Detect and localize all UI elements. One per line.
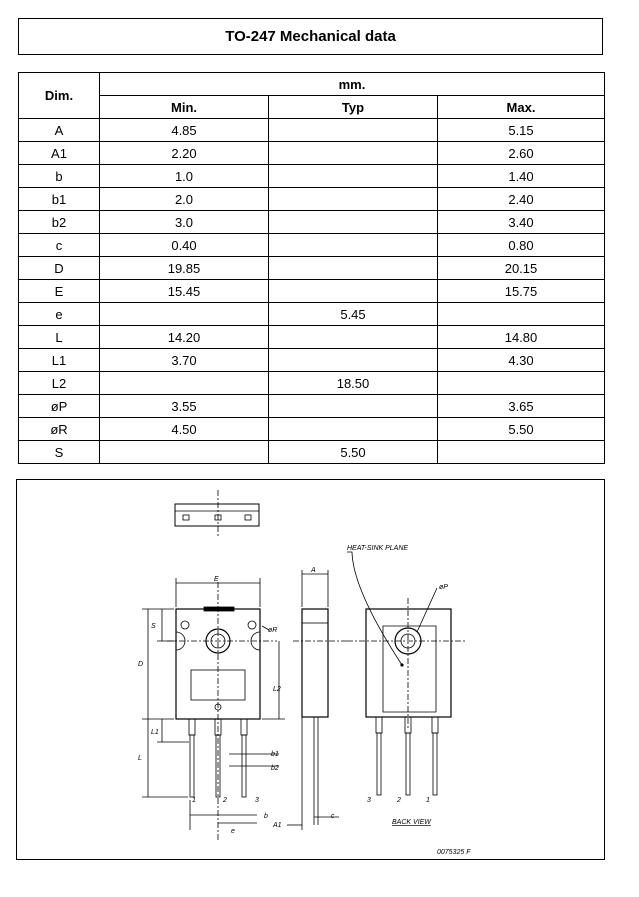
cell-typ: 5.45 — [269, 303, 438, 326]
table-row — [19, 303, 605, 326]
cell-dim: L — [19, 326, 100, 349]
table-row — [19, 395, 605, 418]
back-pin-2-label: 2 — [397, 797, 401, 804]
mechanical-data-table — [18, 72, 605, 464]
cell-typ — [269, 234, 438, 257]
label-b: b — [264, 813, 268, 820]
label-e-pitch: e — [231, 828, 235, 835]
cell-max: 14.80 — [438, 326, 605, 349]
label-c: c — [331, 813, 335, 820]
table-row — [19, 234, 605, 257]
table-row — [19, 165, 605, 188]
cell-min — [100, 441, 269, 464]
cell-max: 5.50 — [438, 418, 605, 441]
cell-min: 1.0 — [100, 165, 269, 188]
page-title: TO-247 Mechanical data — [18, 18, 603, 55]
label-d: D — [138, 661, 144, 668]
cell-dim: b1 — [19, 188, 100, 211]
cell-max: 5.15 — [438, 119, 605, 142]
cell-dim: e — [19, 303, 100, 326]
cell-dim: E — [19, 280, 100, 303]
cell-dim: c — [19, 234, 100, 257]
cell-min: 4.85 — [100, 119, 269, 142]
col-min-header: Min. — [100, 96, 269, 119]
cell-dim: S — [19, 441, 100, 464]
cell-dim: L2 — [19, 372, 100, 395]
table-row — [19, 142, 605, 165]
side-view — [287, 570, 347, 830]
cell-min — [100, 303, 269, 326]
cell-max: 2.60 — [438, 142, 605, 165]
label-b1: b1 — [271, 751, 279, 758]
top-view — [175, 490, 259, 536]
pin-2-label: 2 — [223, 797, 227, 804]
cell-typ — [269, 280, 438, 303]
package-drawing — [16, 479, 605, 860]
cell-typ — [269, 326, 438, 349]
cell-max: 2.40 — [438, 188, 605, 211]
cell-min: 19.85 — [100, 257, 269, 280]
label-b2: b2 — [271, 765, 279, 772]
cell-min: 15.45 — [100, 280, 269, 303]
label-l2: L2 — [273, 686, 281, 693]
label-e-width: E — [214, 576, 219, 583]
cell-typ: 5.50 — [269, 441, 438, 464]
cell-min: 14.20 — [100, 326, 269, 349]
cell-typ — [269, 418, 438, 441]
label-a: A — [311, 567, 316, 574]
table-row — [19, 211, 605, 234]
cell-dim: b — [19, 165, 100, 188]
label-r: øR — [268, 627, 278, 634]
label-a1: A1 — [273, 822, 282, 829]
table-row — [19, 441, 605, 464]
cell-dim: A1 — [19, 142, 100, 165]
cell-typ — [269, 349, 438, 372]
cell-dim: øR — [19, 418, 100, 441]
heat-sink-plane-label: HEAT-SINK PLANE — [347, 545, 409, 552]
cell-dim: D — [19, 257, 100, 280]
back-view-label: BACK VIEW — [392, 819, 431, 826]
cell-typ — [269, 119, 438, 142]
table-row — [19, 280, 605, 303]
cell-min: 2.0 — [100, 188, 269, 211]
back-pin-3-label: 3 — [367, 797, 371, 804]
cell-max — [438, 441, 605, 464]
table-row — [19, 418, 605, 441]
cell-max — [438, 303, 605, 326]
table-row — [19, 326, 605, 349]
cell-typ — [269, 188, 438, 211]
table-row — [19, 349, 605, 372]
dim-header: Dim. — [19, 73, 100, 119]
cell-max: 20.15 — [438, 257, 605, 280]
cell-dim: øP — [19, 395, 100, 418]
cell-max: 3.40 — [438, 211, 605, 234]
cell-min: 3.70 — [100, 349, 269, 372]
cell-dim: A — [19, 119, 100, 142]
cell-max: 3.65 — [438, 395, 605, 418]
label-s: S — [151, 623, 156, 630]
cell-min: 3.0 — [100, 211, 269, 234]
cell-min — [100, 372, 269, 395]
table-row — [19, 119, 605, 142]
cell-min: 3.55 — [100, 395, 269, 418]
cell-typ — [269, 165, 438, 188]
front-view — [142, 578, 285, 840]
pin-3-label: 3 — [255, 797, 259, 804]
drawing-code: 0075325 F — [437, 849, 471, 856]
col-typ-header: Typ — [269, 96, 438, 119]
cell-max: 0.80 — [438, 234, 605, 257]
label-l: L — [138, 755, 142, 762]
table-row — [19, 257, 605, 280]
cell-dim: b2 — [19, 211, 100, 234]
cell-max: 4.30 — [438, 349, 605, 372]
cell-typ — [269, 211, 438, 234]
cell-typ — [269, 395, 438, 418]
label-p: øP — [439, 584, 448, 591]
cell-typ — [269, 142, 438, 165]
table-row — [19, 188, 605, 211]
col-max-header: Max. — [438, 96, 605, 119]
drawing-svg — [17, 480, 606, 861]
unit-header: mm. — [100, 73, 605, 96]
cell-dim: L1 — [19, 349, 100, 372]
table-row — [19, 372, 605, 395]
cell-max: 15.75 — [438, 280, 605, 303]
cell-min: 2.20 — [100, 142, 269, 165]
cell-max — [438, 372, 605, 395]
table-body — [19, 119, 605, 464]
cell-min: 4.50 — [100, 418, 269, 441]
cell-typ: 18.50 — [269, 372, 438, 395]
label-l1: L1 — [151, 729, 159, 736]
cell-min: 0.40 — [100, 234, 269, 257]
pin-1-label: 1 — [192, 797, 196, 804]
cell-max: 1.40 — [438, 165, 605, 188]
cell-typ — [269, 257, 438, 280]
back-pin-1-label: 1 — [426, 797, 430, 804]
